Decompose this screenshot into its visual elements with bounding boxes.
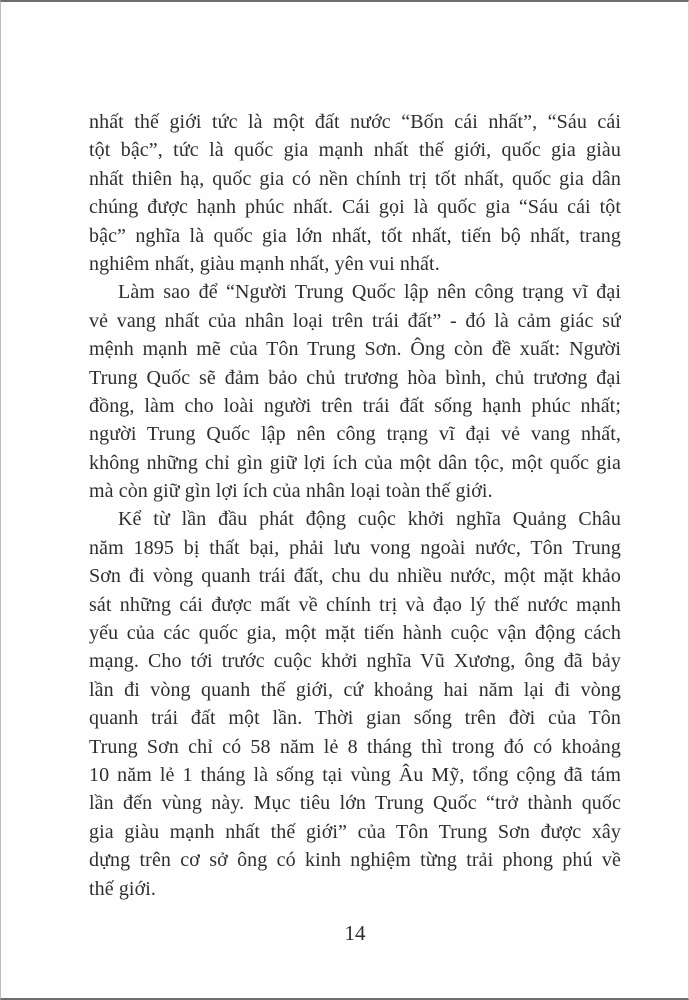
text-line: nhất thiên hạ, quốc gia có nền chính trị tốt nhất, quốc gia dân <box>89 167 621 190</box>
text-line: vẻ vang nhất của nhân loại trên trái đất” - đó là cảm giác sứ <box>89 309 621 332</box>
text-line: chúng được hạnh phúc nhất. Cái gọi là quốc gia “Sáu cái tột <box>89 196 621 219</box>
text-line: tột bậc”, tức là quốc gia mạnh nhất thế giới, quốc gia giàu <box>89 139 621 162</box>
text-line: dựng trên cơ sở ông có kinh nghiệm từng trải phong phú về <box>89 849 621 872</box>
text-line: gia giàu mạnh nhất thế giới” của Tôn Trung Sơn được xây <box>89 820 621 843</box>
text-line: không những chỉ gìn giữ lợi ích của một dân tộc, một quốc gia <box>89 451 621 474</box>
text-line: nghiêm nhất, giàu mạnh nhất, yên vui nhất. <box>89 252 440 275</box>
text-line: yếu của các quốc gia, một mặt tiến hành cuộc vận động cách <box>89 622 621 645</box>
text-line: sát những cái được mất về chính trị và đạo lý thế nước mạnh <box>89 593 621 616</box>
text-line: lần đi vòng quanh thế giới, cứ khoảng hai năm lại đi vòng <box>89 678 621 701</box>
text-line: mà còn giữ gìn lợi ích của nhân loại toàn thế giới. <box>89 480 493 503</box>
text-line: mệnh mạnh mẽ của Tôn Trung Sơn. Ông còn đề xuất: Người <box>89 338 621 361</box>
page-number: 14 <box>344 921 366 945</box>
text-line: lần đến vùng này. Mục tiêu lớn Trung Quốc “trở thành quốc <box>89 792 621 815</box>
text-line: Kể từ lần đầu phát động cuộc khởi nghĩa Quảng Châu <box>118 508 621 531</box>
text-line: thế giới. <box>89 877 157 900</box>
text-line: mạng. Cho tới trước cuộc khởi nghĩa Vũ Xương, ông đã bảy <box>89 650 621 673</box>
text-line: Sơn đi vòng quanh trái đất, chu du nhiều nước, một mặt khảo <box>89 565 621 588</box>
text-block <box>89 108 621 903</box>
text-line: Trung Quốc sẽ đảm bảo chủ trương hòa bình, chủ trương đại <box>89 366 621 389</box>
text-line: nhất thế giới tức là một đất nước “Bốn cái nhất”, “Sáu cái <box>89 111 621 133</box>
text-line: Làm sao để “Người Trung Quốc lập nên công trạng vĩ đại <box>118 281 621 304</box>
paragraph <box>89 278 621 505</box>
paragraph <box>89 108 621 278</box>
text-line: Trung Sơn chỉ có 58 năm lẻ 8 tháng thì trong đó có khoảng <box>89 735 621 758</box>
text-line: quanh trái đất một lần. Thời gian sống trên đời của Tôn <box>89 707 621 730</box>
text-line: 10 năm lẻ 1 tháng là sống tại vùng Âu Mỹ, tổng cộng đã tám <box>89 763 621 786</box>
text-line: bậc” nghĩa là quốc gia lớn nhất, tốt nhất, tiến bộ nhất, trang <box>89 224 621 247</box>
paragraph <box>89 505 621 902</box>
text-line: năm 1895 bị thất bại, phải lưu vong ngoài nước, Tôn Trung <box>89 536 621 559</box>
text-line: đồng, làm cho loài người trên trái đất sống hạnh phúc nhất; <box>89 394 621 417</box>
text-line: người Trung Quốc lập nên công trạng vĩ đại vẻ vang nhất, <box>89 423 621 446</box>
